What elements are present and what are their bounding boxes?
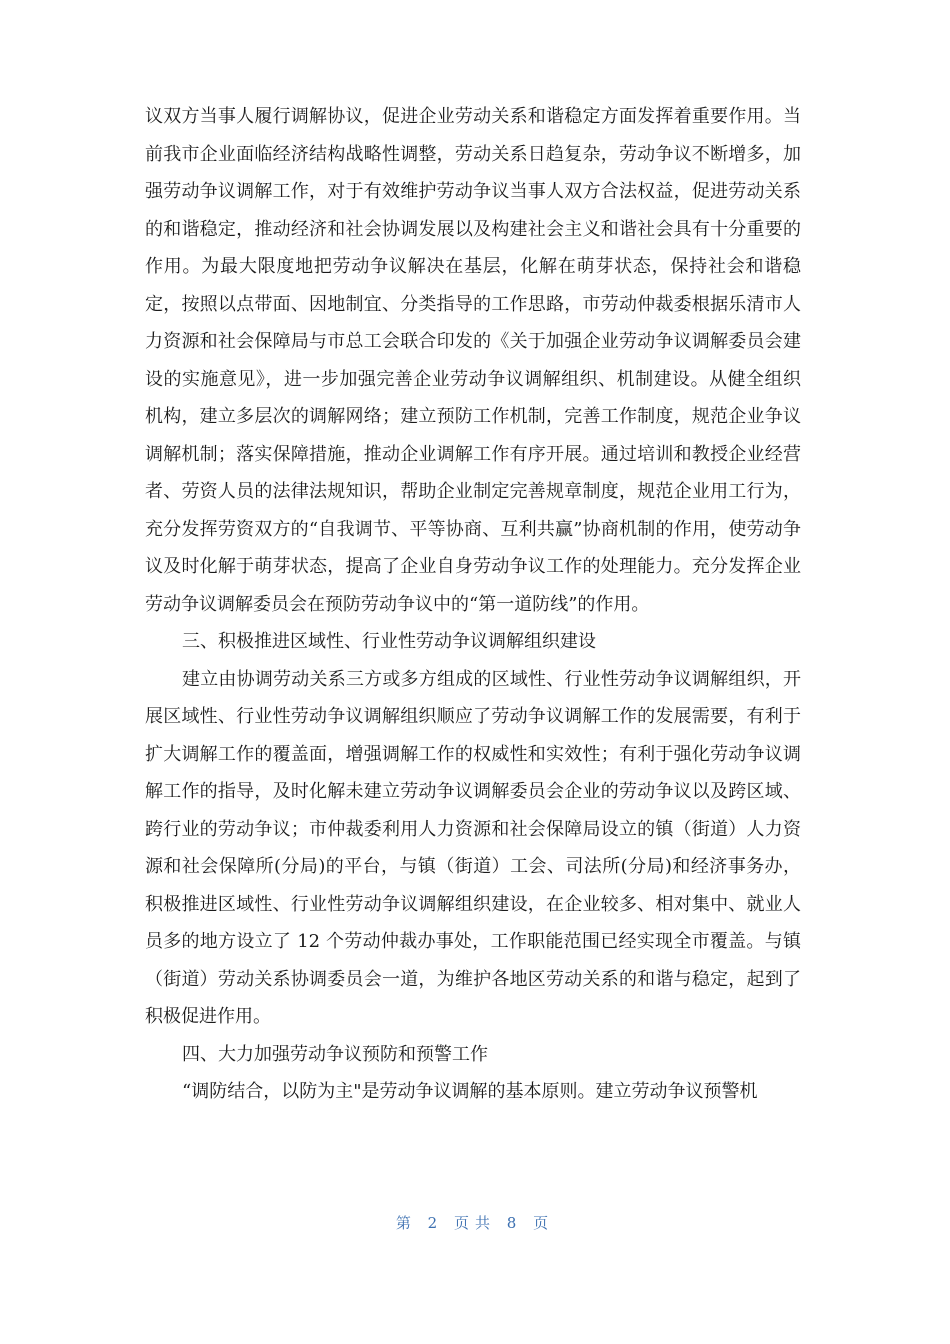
section-heading-3: 三、积极推进区域性、行业性劳动争议调解组织建设 [182,631,596,652]
paragraph-continued: 议双方当事人履行调解协议，促进企业劳动关系和谐稳定方面发挥着重要作用。当前我市企业面临经济结构战略性调整，劳动关系日趋复杂，劳动争议不断增多，加强劳动争议调解工作，对于有效维护劳动争议当事人双方合法权益，促进劳动关系的和谐稳定，推动经济和社会协调发展以及构建社会主义和谐社会具有十分重要的作用。为最大限度地把劳动争议解决在基层，化解在萌芽状态，保持社会和谐稳定，按照以点带面、因地制宜、分类指导的工作思路，市劳动仲裁委根据乐清市人力资源和社会保障局与市总工会联合印发的《关于加强企业劳动争议调解委员会建设的实施意见》，进一步加强完善企业劳动争议调解组织、机制建设。从健全组织机构，建立多层次的调解网络；建立预防工作机制，完善工作制度，规范企业争议调解机制；落实保障措施，推动企业调解工作有序开展。通过培训和教授企业经营者、劳资人员的法律法规知识，帮助企业制定完善规章制度，规范企业用工行为，充分发挥劳资双方的“自我调节、平等协商、互利共赢”协商机制的作用，使劳动争议及时化解于萌芽状态，提高了企业自身劳动争议工作的处理能力。充分发挥企业劳动争议调解委员会在预防劳动争议中的“第一道防线”的作用。 [145,106,801,615]
page-number-footer: 第 2 页共 8 页 [395,1214,555,1232]
section-heading-4: 四、大力加强劳动争议预防和预警工作 [182,1043,488,1065]
paragraph-section-4: “调防结合，以防为主"是劳动争议调解的基本原则。建立劳动争议预警机 [182,1081,758,1102]
document-body [145,98,801,1111]
paragraph-section-3: 建立由协调劳动关系三方或多方组成的区域性、行业性劳动争议调解组织，开展区域性、行业性劳动争议调解组织顺应了劳动争议调解工作的发展需要，有利于扩大调解工作的覆盖面，增强调解工作的权威性和实效性；有利于强化劳动争议调解工作的指导，及时化解未建立劳动争议调解委员会企业的劳动争议以及跨区域、跨行业的劳动争议；市仲裁委利用人力资源和社会保障局设立的镇（街道）人力资源和社会保障所(分局)的平台，与镇（街道）工会、司法所(分局)和经济事务办，积极推进区域性、行业性劳动争议调解组织建设，在企业较多、相对集中、就业人员多的地方设立了 12 个劳动仲裁办事处，工作职能范围已经实现全市覆盖。与镇（街道）劳动关系协调委员会一道，为维护各地区劳动关系的和谐与稳定，起到了积极促进作用。 [145,668,801,1027]
